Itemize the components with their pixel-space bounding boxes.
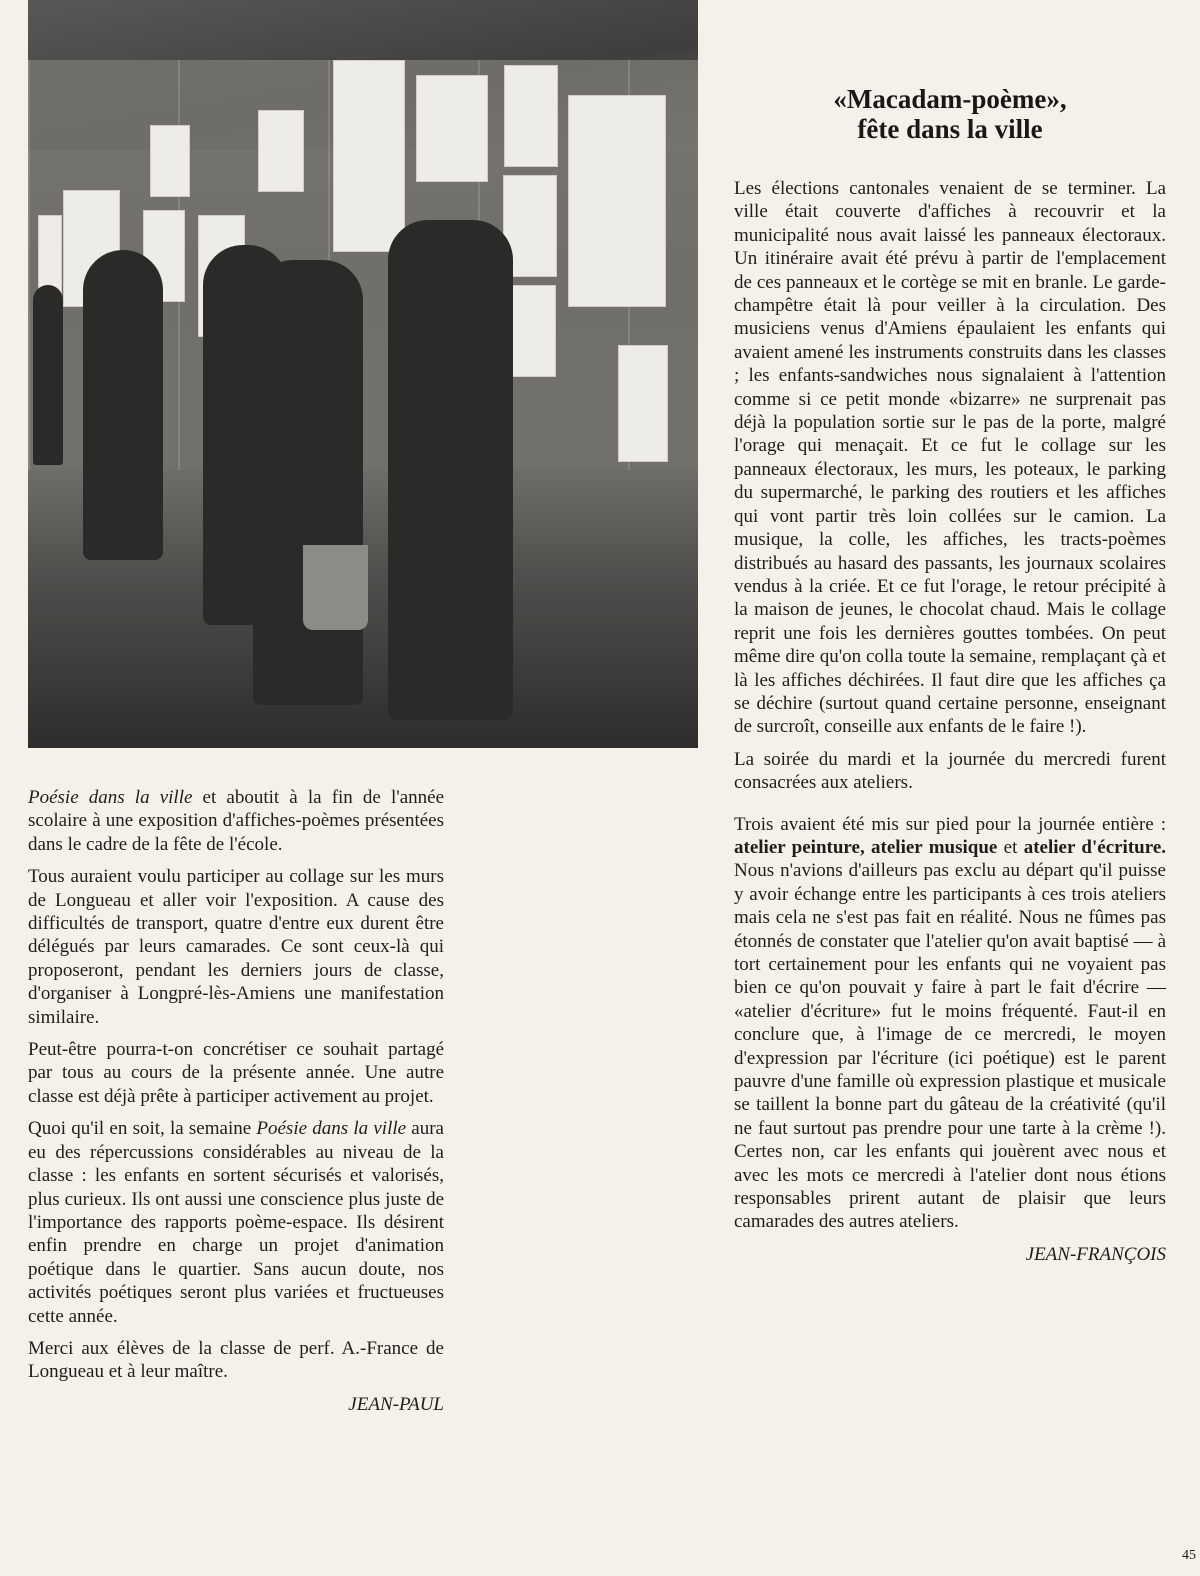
signature-jean-paul: JEAN-PAUL bbox=[348, 1393, 444, 1415]
photo-child bbox=[83, 250, 163, 560]
photo-poster bbox=[258, 110, 304, 192]
emphasis: Poésie dans la ville bbox=[28, 787, 193, 808]
paragraph: Tous auraient voulu participer au collage sur les murs de Longueau et aller voir l'exposition. A cause des difficultés de transport, quatre d'entre eux durent être délégués par leurs camarades. Ce sont ceux-là qui proposeront, pendant les derniers jours de classe, d'organiser à Longpré-lès-Amiens une manifestation similaire. bbox=[28, 866, 444, 1028]
photo-poster bbox=[506, 285, 556, 377]
text: Nous n'avions d'ailleurs pas exclu au départ qu'il puisse y avoir échange entre les participants à ces trois ateliers mais cela ne s'est pas fait en réalité. Nous ne fûmes pas étonnés de constater que l'atelier qu'on avait baptisé — à tort certainement pour les enfants qui ne voyaient pas bien ce qu'on pouvait y faire à part le fait d'écrire — «atelier d'écriture» fut le moins fréquenté. Faut-il en conclure que, à l'image de ce mercredi, le moyen d'expression par l'écriture (ici poétique) est le parent pauvre d'une famille où expression plastique et musicale se taillent la bonne part du gâteau de la créativité (qu'il ne faut surtout pas prendre pour une tarte à la crème !). Certes non, car les enfants qui jouèrent avec nous et avec les mots ce mercredi à l'atelier dont nous étions responsables prirent autant de plaisir que leurs camarades des autres ateliers. bbox=[734, 860, 1166, 1233]
photo-children-posters bbox=[28, 0, 698, 748]
bold-text: atelier peinture, atelier musique bbox=[734, 836, 998, 858]
photo-poster bbox=[416, 75, 488, 182]
paragraph: Peut-être pourra-t-on concrétiser ce souhait partagé par tous au cours de la présente année. Une autre classe est déjà prête à participer activement au projet. bbox=[28, 1039, 444, 1107]
left-column bbox=[28, 786, 444, 1416]
photo-child bbox=[33, 285, 63, 465]
title-line-1: «Macadam-poème», bbox=[833, 84, 1067, 114]
photo-poster bbox=[618, 345, 668, 462]
signature-jean-francois: JEAN-FRANÇOIS bbox=[1025, 1243, 1166, 1265]
text: et aboutit à la fin de l'année scolaire à une exposition d'affiches-poèmes présentées dans le cadre de la fête de l'école. bbox=[28, 787, 444, 855]
paragraph: La soirée du mardi et la journée du mercredi furent consacrées aux ateliers. bbox=[734, 748, 1166, 794]
paragraph bbox=[28, 1117, 444, 1328]
text: Trois avaient été mis sur pied pour la journée entière : bbox=[734, 813, 1166, 835]
text: Quoi qu'il en soit, la semaine bbox=[28, 1118, 257, 1140]
photo-child bbox=[388, 220, 513, 720]
paragraph bbox=[734, 813, 1166, 1234]
bold-text: atelier d'écriture. bbox=[1023, 836, 1167, 858]
paragraph bbox=[28, 786, 444, 856]
photo-poster bbox=[504, 65, 558, 167]
text: aura eu des répercussions considérables au niveau de la classe : les enfants en sortent sécurisés et valorisés, plus curieux. Ils ont aussi une conscience plus juste de l'importance des rapports poème-espace. Ils désirent enfin prendre en charge un projet d'animation poétique dans le quartier. Sans aucun doute, nos activités poétiques seront plus variées et fructueuses cette année. bbox=[28, 1118, 444, 1327]
photo-poster bbox=[568, 95, 666, 307]
photo-child bbox=[253, 260, 363, 705]
photo-bucket bbox=[303, 545, 368, 630]
article-title bbox=[734, 84, 1166, 144]
text: et bbox=[997, 836, 1024, 858]
emphasis: Poésie dans la ville bbox=[256, 1118, 407, 1140]
paragraph: Merci aux élèves de la classe de perf. A.-France de Longueau et à leur maître. bbox=[28, 1337, 444, 1383]
photo-poster bbox=[333, 60, 405, 252]
page-number: 45 bbox=[1182, 1548, 1196, 1563]
right-column bbox=[734, 177, 1166, 1266]
paragraph: Les élections cantonales venaient de se terminer. La ville était couverte d'affiches à recouvrir et la municipalité nous avait laissé les panneaux électoraux. Un itinéraire avait été prévu à partir de l'emplacement de ces panneaux et le cortège se mit en branle. Le garde-champêtre était là pour veiller à la circulation. Des musiciens venus d'Amiens épaulaient les enfants qui avaient amené les instruments construits dans les classes ; les enfants-sandwiches nous signalaient à l'attention comme si ce petit monde «bizarre» ne surprenait pas déjà la population sortie sur le pas de la porte, malgré l'orage qui menaçait. Et ce fut le collage sur les panneaux électoraux, les murs, les poteaux, le parking du supermarché, le parking des routiers et les affiches qui vont partir très loin collées sur le camion. La musique, la colle, les affiches, les tracts-poèmes distribués au hasard des passants, les journaux scolaires vendus à la criée. Et ce fut l'orage, le retour précipité à la maison de jeunes, le chocolat chaud. Mais le collage reprit une fois les dernières gouttes tombées. On peut même dire qu'on colla toute la semaine, remplaçant çà et là les affiches déchirées. Il faut dire que les affiches ça se déchire (surtout quand certaine personne, enseignant de surcroît, conseille aux enfants de le faire !). bbox=[734, 178, 1166, 738]
title-line-2: fête dans la ville bbox=[857, 114, 1043, 144]
photo-poster bbox=[150, 125, 190, 197]
